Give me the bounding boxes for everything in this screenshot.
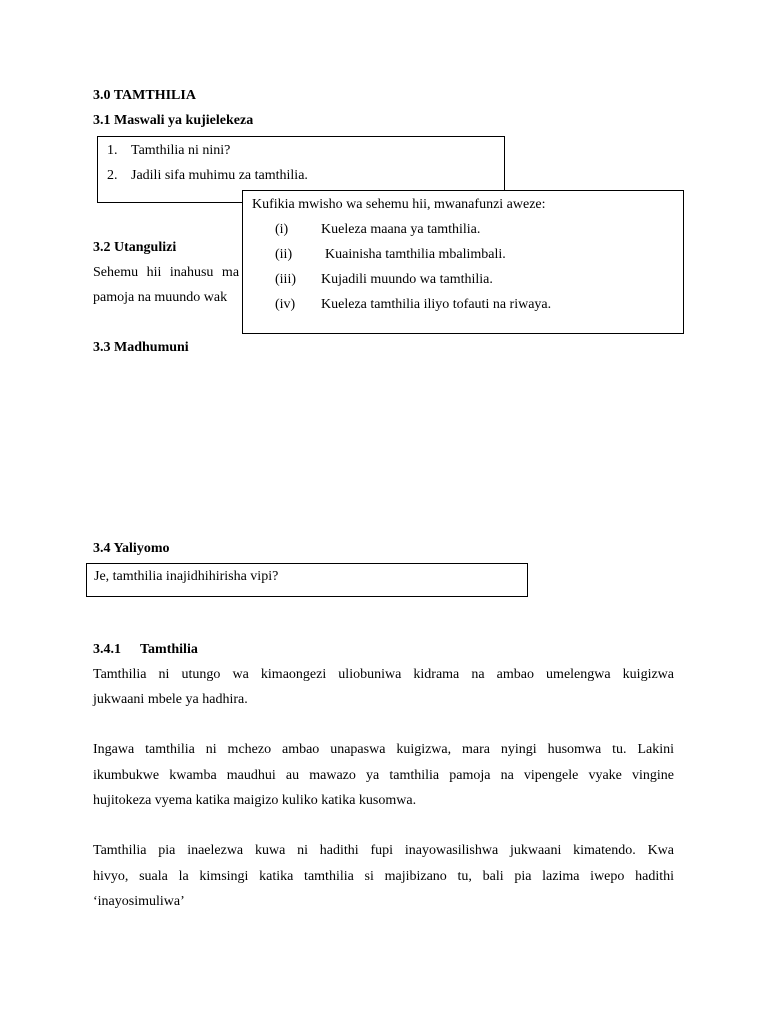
contents-question-box (86, 563, 528, 597)
contents-question: Je, tamthilia inajidhihirisha vipi? (94, 569, 279, 584)
intro-heading: 3.2 Utangulizi (93, 240, 177, 255)
paragraph-line: Tamthilia ni utungo wa kimaongezi uliobuniwa kidrama na ambao umelengwa kuigizwa (93, 667, 674, 682)
paragraph-line: hivyo, suala la kimsingi katika tamthilia si majibizano tu, bali pia lazima iwepo hadithi (93, 869, 674, 884)
paragraph-line: Ingawa tamthilia ni mchezo ambao unapaswa kuigizwa, mara nyingi husomwa tu. Lakini (93, 742, 674, 757)
intro-text-line: Sehemu hii inahusu ma (93, 265, 240, 280)
objective-text: Kueleza maana ya tamthilia. (321, 222, 481, 237)
objective-number: (i) (275, 222, 289, 237)
purpose-heading: 3.3 Madhumuni (93, 340, 189, 355)
objective-number: (iii) (275, 272, 296, 287)
paragraph-line: hujitokeza vyema katika maigizo kuliko katika kusomwa. (93, 793, 417, 808)
objectives-box (242, 190, 684, 334)
subsection-number: 3.4.1 (93, 642, 121, 657)
paragraph-line: Tamthilia pia inaelezwa kuwa ni hadithi fupi inayowasilishwa jukwaani kimatendo. Kwa (93, 843, 674, 858)
objective-text: Kuainisha tamthilia mbalimbali. (325, 247, 506, 262)
objective-number: (iv) (275, 297, 296, 312)
subsection-title: Tamthilia (140, 642, 198, 657)
objective-text: Kueleza tamthilia iliyo tofauti na riwaya. (321, 297, 552, 312)
question-item: 1. Tamthilia ni nini? (107, 143, 231, 158)
objectives-intro: Kufikia mwisho wa sehemu hii, mwanafunzi aweze: (252, 197, 546, 212)
section-heading: 3.0 TAMTHILIA (93, 88, 196, 103)
questions-heading: 3.1 Maswali ya kujielekeza (93, 113, 254, 128)
intro-text-line: pamoja na muundo wak (93, 290, 228, 305)
contents-heading: 3.4 Yaliyomo (93, 541, 170, 556)
paragraph-line: jukwaani mbele ya hadhira. (93, 692, 248, 707)
objective-number: (ii) (275, 247, 293, 262)
paragraph-line: ikumbukwe kwamba maudhui au mawazo ya tamthilia pamoja na vipengele vyake vingine (93, 768, 674, 783)
paragraph-line: ‘inayosimuliwa’ (93, 894, 185, 909)
objective-text: Kujadili muundo wa tamthilia. (321, 272, 493, 287)
question-item: 2. Jadili sifa muhimu za tamthilia. (107, 168, 308, 183)
